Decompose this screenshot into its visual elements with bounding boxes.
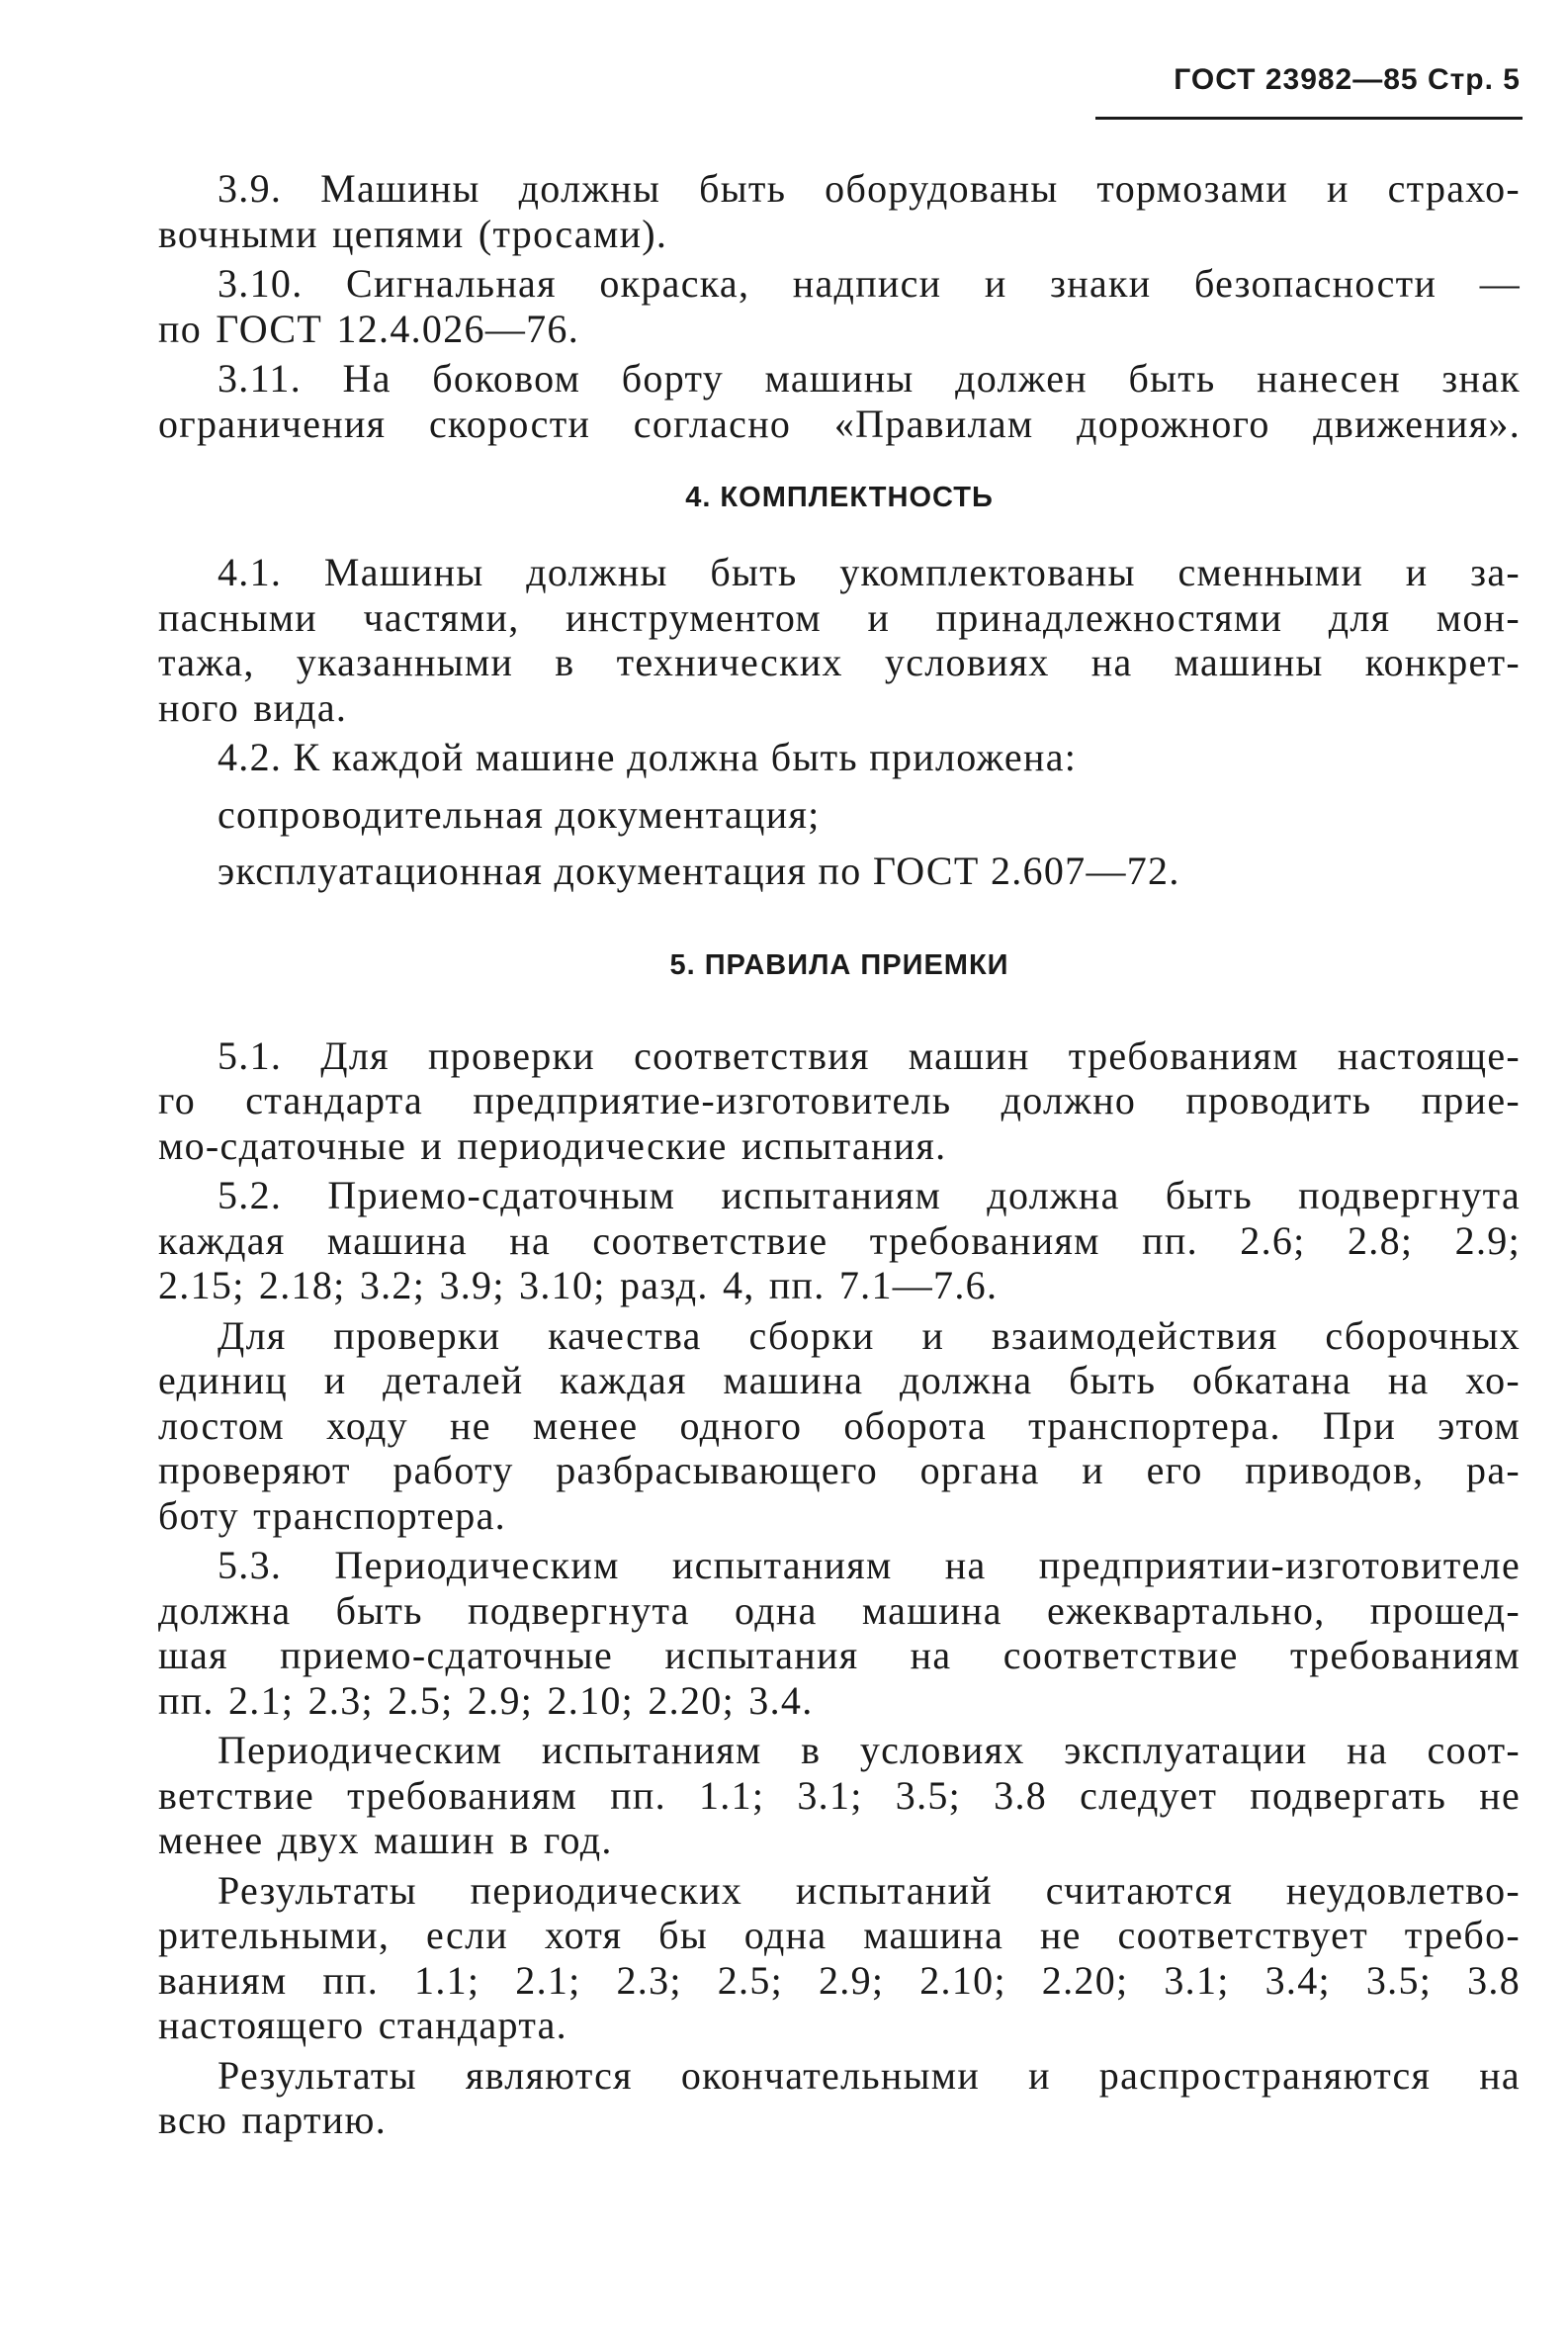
paragraph-5-3-results (158, 1868, 1521, 2048)
text-line: настоящего стандарта. (158, 2003, 567, 2047)
text-line: 5.2. Приемо-сдаточным испытаниям должна быть подвергнута (218, 1173, 1521, 1217)
text-line: должна быть подвергнута одна машина ежеквартально, прошед- (158, 1587, 1521, 1633)
text-line: ного вида. (158, 684, 348, 730)
text-line: проверяют работу разбрасывающего органа и его приводов, ра- (158, 1448, 1521, 1492)
text-line: ветствие требованиям пп. 1.1; 3.1; 3.5; 3.8 следует подвергать не (158, 1772, 1521, 1818)
paragraph-4-1 (158, 550, 1521, 730)
paragraph-5-1 (158, 1033, 1521, 1169)
running-header: ГОСТ 23982—85 Стр. 5 (1174, 63, 1521, 96)
text-line: каждая машина на соответствие требованиям пп. 2.6; 2.8; 2.9; (158, 1217, 1521, 1263)
text-line: тажа, указанными в технических условиях на машины конкрет- (158, 640, 1521, 684)
text-line: 2.15; 2.18; 3.2; 3.9; 3.10; разд. 4, пп. 7.1—7.6. (158, 1263, 999, 1307)
text-line: всю партию. (158, 2098, 387, 2142)
list-item: сопроводительная документация; (218, 791, 821, 837)
document-body (158, 166, 1521, 2148)
section-heading-4: 4. КОМПЛЕКТНОСТЬ (685, 482, 994, 513)
text-line: вочными цепями (тросами). (158, 211, 668, 256)
text-line: Результаты периодических испытаний считаются неудовлетво- (218, 1867, 1521, 1913)
text-line: ограничения скорости согласно «Правилам дорожного движения». (158, 401, 1521, 446)
text-line: мо-сдаточные и периодические испытания. (158, 1122, 947, 1168)
text-line: рительными, если хотя бы одна машина не соответствует требо- (158, 1913, 1521, 1957)
paragraph-5-3-operation (158, 1728, 1521, 1863)
text-line: шая приемо-сдаточные испытания на соответствие требованиям (158, 1633, 1521, 1677)
text-line: пп. 2.1; 2.3; 2.5; 2.9; 2.10; 2.20; 3.4. (158, 1677, 814, 1723)
text-line: го стандарта предприятие-изготовитель должно проводить прие- (158, 1078, 1521, 1122)
text-line: единиц и деталей каждая машина должна быть обкатана на хо- (158, 1358, 1521, 1402)
text-line: Результаты являются окончательными и распространяются на (218, 2052, 1521, 2098)
paragraph-5-2-continued (158, 1313, 1521, 1539)
paragraph-5-3-final (158, 2053, 1521, 2143)
text-line: 3.9. Машины должны быть оборудованы тормозами и страхо- (218, 166, 1521, 211)
paragraph-3-9 (158, 166, 1521, 256)
paragraph-3-10 (158, 261, 1521, 351)
text-line: Периодическим испытаниям в условиях эксплуатации на соот- (218, 1728, 1521, 1772)
text-line: 5.3. Периодическим испытаниям на предприятии-изготовителе (218, 1543, 1521, 1587)
list-item: эксплуатационная документация по ГОСТ 2.607—72. (218, 849, 1180, 893)
text-line: менее двух машин в год. (158, 1818, 613, 1862)
paragraph-5-2 (158, 1173, 1521, 1308)
text-line: по ГОСТ 12.4.026—76. (158, 306, 580, 351)
text-line: пасными частями, инструментом и принадлежностями для мон- (158, 594, 1521, 640)
paragraph-5-3 (158, 1543, 1521, 1723)
header-rule (1095, 117, 1523, 120)
text-line: боту транспортера. (158, 1492, 506, 1538)
section-heading-5: 5. ПРАВИЛА ПРИЕМКИ (669, 948, 1009, 981)
text-line: лостом ходу не менее одного оборота транспортера. При этом (158, 1402, 1521, 1448)
paragraph-3-11 (158, 356, 1521, 446)
paragraph-4-2: 4.2. К каждой машине должна быть приложена: (218, 735, 1078, 779)
text-line: 4.1. Машины должны быть укомплектованы сменными и за- (218, 550, 1521, 594)
text-line: 3.10. Сигнальная окраска, надписи и знаки безопасности — (218, 261, 1521, 306)
text-line: 5.1. Для проверки соответствия машин требованиям настояще- (218, 1032, 1521, 1078)
text-line: Для проверки качества сборки и взаимодействия сборочных (218, 1312, 1521, 1358)
text-line: 3.11. На боковом борту машины должен быть нанесен знак (218, 356, 1521, 401)
text-line: ваниям пп. 1.1; 2.1; 2.3; 2.5; 2.9; 2.10; 2.20; 3.1; 3.4; 3.5; 3.8 (158, 1957, 1521, 2003)
